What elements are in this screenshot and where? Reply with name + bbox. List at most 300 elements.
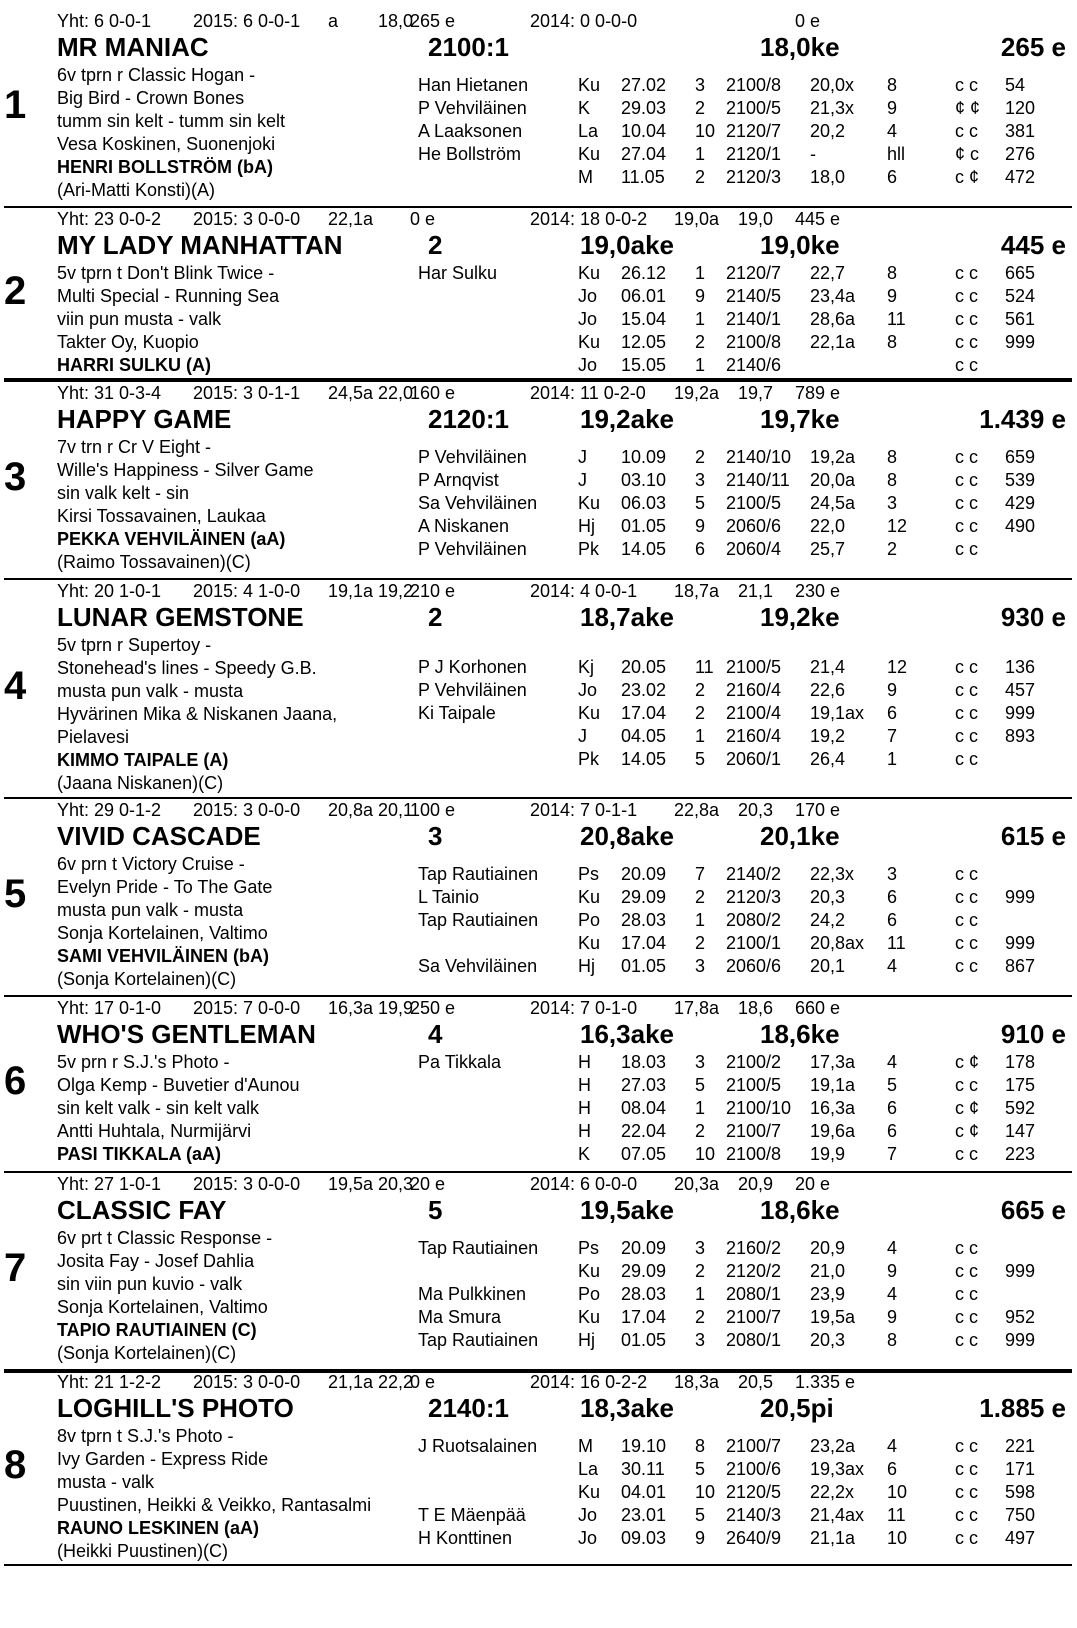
driver-name: P Vehviläinen [418,447,527,467]
finish-position: 1 [695,309,706,329]
finish-position: 5 [695,1505,706,1525]
stats-field: a [328,11,339,31]
km-time: 22,1a [810,332,856,352]
stats-field: 2014: 6 0-0-0 [530,1174,638,1194]
info-line: 7v trn r Cr V Eight - [57,437,212,457]
distance-start: 2100/8 [726,1144,782,1164]
track-code: Kj [578,657,595,677]
record-1: 18,7ake [580,602,674,632]
handicap: 5 [428,1195,443,1225]
prize-money: 750 [1005,1505,1036,1525]
prize-money: 999 [1005,1330,1036,1350]
race-date: 12.05 [621,332,667,352]
stats-field: 19,2a [674,383,720,403]
info-line: sin valk kelt - sin [57,483,190,503]
distance-start: 2140/11 [726,470,790,490]
total-winnings: 930 e [1000,602,1066,632]
shoe-marks: c c [955,749,979,769]
finish-position: 10 [695,1144,716,1164]
race-date: 01.05 [621,1330,667,1350]
km-time: 28,6a [810,309,856,329]
info-line: (Heikki Puustinen)(C) [57,1541,229,1561]
finish-position: 6 [695,539,706,559]
finish-position: 3 [695,956,706,976]
info-line: 6v tprn r Classic Hogan - [57,65,256,85]
distance-start: 2100/7 [726,1307,782,1327]
distance-start: 2060/4 [726,539,782,559]
record-2: 18,6ke [760,1195,840,1225]
stats-field: 20,3 [738,800,774,820]
driver-trainer: PASI TIKKALA (aA) [57,1144,221,1164]
stats-field: 20,3a [674,1174,720,1194]
info-line: (Sonja Kortelainen)(C) [57,969,237,989]
shoe-marks: c c [955,355,979,375]
distance-start: 2120/7 [726,263,782,283]
prize-money: 429 [1005,493,1036,513]
distance-start: 2100/5 [726,493,782,513]
distance-start: 2080/2 [726,910,782,930]
shoe-marks: c c [955,657,979,677]
prize-money: 952 [1005,1307,1036,1327]
stats-field: 100 e [410,800,456,820]
record-1: 19,5ake [580,1195,674,1225]
km-time: 21,0 [810,1261,846,1281]
prize-money: 178 [1005,1052,1036,1072]
stats-field: 2014: 18 0-0-2 [530,209,648,229]
shoe-marks: c c [955,864,979,884]
total-winnings: 665 e [1000,1195,1066,1225]
distance-start: 2100/8 [726,75,782,95]
km-time: 19,1ax [810,703,865,723]
km-time: 23,4a [810,286,856,306]
track-code: La [578,1459,599,1479]
finish-position: 9 [695,1528,706,1548]
finish-position: 3 [695,75,706,95]
shoe-marks: c c [955,1075,979,1095]
info-line: 6v prt t Classic Response - [57,1228,273,1248]
odds: 4 [887,1238,898,1258]
record-2: 18,6ke [760,1019,840,1049]
odds: 12 [887,516,908,536]
driver-trainer: KIMMO TAIPALE (A) [57,750,229,770]
km-time: 22,0 [810,516,846,536]
driver-trainer: HENRI BOLLSTRÖM (bA) [57,157,273,177]
race-date: 15.04 [621,309,667,329]
race-date: 14.05 [621,539,667,559]
finish-position: 2 [695,680,706,700]
prize-money: 221 [1005,1436,1036,1456]
horse-entry [0,1171,1077,1369]
track-code: Ku [578,933,601,953]
driver-name: Tap Rautiainen [418,1238,539,1258]
driver-name: L Tainio [418,887,480,907]
track-code: K [578,1144,591,1164]
race-date: 10.04 [621,121,667,141]
record-2: 19,7ke [760,404,840,434]
stats-field: 2014: 4 0-0-1 [530,581,638,601]
shoe-marks: c ¢ [955,1098,980,1118]
race-date: 08.04 [621,1098,667,1118]
km-time: 19,2 [810,726,846,746]
finish-position: 2 [695,933,706,953]
info-line: Josita Fay - Josef Dahlia [57,1251,255,1271]
shoe-marks: c c [955,1330,979,1350]
record-1: 18,3ake [580,1393,674,1423]
distance-start: 2140/10 [726,447,792,467]
race-date: 26.12 [621,263,667,283]
handicap: 2 [428,230,443,260]
km-time: 24,2 [810,910,846,930]
stats-field: Yht: 17 0-1-0 [57,998,162,1018]
info-line: 6v prn t Victory Cruise - [57,854,245,874]
finish-position: 2 [695,98,706,118]
total-winnings: 910 e [1000,1019,1066,1049]
prize-money: 999 [1005,703,1036,723]
prize-money: 136 [1005,657,1036,677]
stats-field: 0 e [410,209,436,229]
info-line: Hyvärinen Mika & Niskanen Jaana, [57,704,338,724]
stats-field: 250 e [410,998,456,1018]
odds: 8 [887,470,898,490]
km-time: 23,9 [810,1284,846,1304]
distance-start: 2100/5 [726,1075,782,1095]
stats-field: 19,5a [328,1174,374,1194]
distance-start: 2140/5 [726,286,782,306]
odds: 6 [887,1098,898,1118]
prize-money: 497 [1005,1528,1036,1548]
prize-money: 999 [1005,887,1036,907]
horse-name: HAPPY GAME [57,404,232,434]
track-code: M [578,167,593,187]
info-line: (Sonja Kortelainen)(C) [57,1343,237,1363]
odds: 8 [887,1330,898,1350]
stats-field: 20,3 [378,1174,414,1194]
prize-money: 592 [1005,1098,1036,1118]
finish-position: 5 [695,493,706,513]
race-date: 28.03 [621,1284,667,1304]
finish-position: 10 [695,1482,716,1502]
info-line: 5v tprn t Don't Blink Twice - [57,263,275,283]
shoe-marks: c c [955,539,979,559]
km-time: 16,3a [810,1098,856,1118]
horse-entry [0,206,1077,380]
stats-field: 789 e [795,383,841,403]
shoe-marks: c c [955,726,979,746]
shoe-marks: c c [955,1505,979,1525]
finish-position: 3 [695,1330,706,1350]
shoe-marks: c c [955,1238,979,1258]
prize-money: 867 [1005,956,1036,976]
finish-position: 5 [695,749,706,769]
prize-money: 999 [1005,1261,1036,1281]
stats-field: 210 e [410,581,456,601]
shoe-marks: c c [955,1528,979,1548]
distance-start: 2120/2 [726,1261,782,1281]
track-code: Ku [578,263,601,283]
stats-field: 20,8a [328,800,374,820]
prize-money: 171 [1005,1459,1036,1479]
race-date: 18.03 [621,1052,667,1072]
stats-field: 20,9 [738,1174,774,1194]
stats-field: 20,1 [378,800,414,820]
odds: 10 [887,1528,908,1548]
info-line: Kirsi Tossavainen, Laukaa [57,506,266,526]
track-code: Jo [578,1505,598,1525]
stats-field: 230 e [795,581,841,601]
stats-field: 19,1a [328,581,374,601]
race-date: 07.05 [621,1144,667,1164]
odds: 7 [887,1144,898,1164]
distance-start: 2060/6 [726,516,782,536]
odds: 7 [887,726,898,746]
finish-position: 1 [695,910,706,930]
shoe-marks: c c [955,680,979,700]
horse-name: WHO'S GENTLEMAN [57,1019,316,1049]
odds: hll [887,144,906,164]
odds: 6 [887,1121,898,1141]
race-date: 27.04 [621,144,667,164]
finish-position: 2 [695,1261,706,1281]
horse-name: MR MANIAC [57,32,209,62]
odds: 6 [887,887,898,907]
stats-field: 2014: 7 0-1-1 [530,800,638,820]
driver-name: Har Sulku [418,263,498,283]
driver-name: Tap Rautiainen [418,1330,539,1350]
horse-name: LUNAR GEMSTONE [57,602,304,632]
race-date: 01.05 [621,956,667,976]
stats-field: 19,0 [738,209,774,229]
race-date: 29.09 [621,887,667,907]
distance-start: 2100/5 [726,98,782,118]
stats-field: 2014: 7 0-1-0 [530,998,638,1018]
km-time: 19,6a [810,1121,856,1141]
info-line: Wille's Happiness - Silver Game [57,460,314,480]
distance-start: 2140/1 [726,309,782,329]
track-code: Ku [578,1307,601,1327]
start-number: 8 [4,1442,27,1487]
odds: 10 [887,1482,908,1502]
finish-position: 5 [695,1075,706,1095]
stats-field: 2015: 3 0-0-0 [193,800,301,820]
distance-start: 2100/2 [726,1052,782,1072]
km-time: 18,0 [810,167,846,187]
shoe-marks: ¢ ¢ [955,98,981,118]
km-time: 25,7 [810,539,846,559]
race-date: 30.11 [621,1459,665,1479]
stats-field: 2014: 11 0-2-0 [530,383,646,403]
driver-name: Sa Vehviläinen [418,956,538,976]
race-date: 20.09 [621,1238,667,1258]
horse-entry [0,797,1077,995]
race-date: 01.05 [621,516,667,536]
handicap: 2120:1 [428,404,509,434]
info-line: musta pun valk - musta [57,681,244,701]
track-code: Ku [578,703,601,723]
start-number: 2 [4,269,27,313]
stats-field: Yht: 31 0-3-4 [57,383,162,403]
stats-field: 170 e [795,800,841,820]
stats-field: 18,6 [738,998,774,1018]
distance-start: 2140/3 [726,1505,782,1525]
driver-trainer: RAUNO LESKINEN (aA) [57,1518,260,1538]
track-code: Ku [578,332,601,352]
distance-start: 2160/4 [726,680,782,700]
info-line: Antti Huhtala, Nurmijärvi [57,1121,252,1141]
km-time: 22,7 [810,263,846,283]
stats-field: 16,3a [328,998,374,1018]
prize-money: 120 [1005,98,1036,118]
race-date: 15.05 [621,355,667,375]
driver-name: He Bollström [418,144,522,164]
info-line: (Jaana Niskanen)(C) [57,773,224,793]
track-code: La [578,121,599,141]
record-1: 16,3ake [580,1019,674,1049]
prize-money: 472 [1005,167,1036,187]
info-line: (Raimo Tossavainen)(C) [57,552,251,572]
shoe-marks: c c [955,1284,979,1304]
stats-field: 21,1a [328,1372,374,1392]
track-code: Pk [578,539,600,559]
finish-position: 2 [695,1307,706,1327]
total-winnings: 445 e [1000,230,1066,260]
finish-position: 1 [695,1284,706,1304]
info-line: Big Bird - Crown Bones [57,88,245,108]
race-date: 28.03 [621,910,667,930]
distance-start: 2080/1 [726,1330,782,1350]
track-code: K [578,98,591,118]
stats-field: 2015: 7 0-0-0 [193,998,301,1018]
finish-position: 2 [695,167,706,187]
km-time: 24,5a [810,493,856,513]
track-code: J [578,726,587,746]
track-code: Ku [578,493,601,513]
race-date: 19.10 [621,1436,667,1456]
shoe-marks: c c [955,887,979,907]
start-number: 7 [4,1246,27,1290]
record-2: 19,2ke [760,602,840,632]
stats-field: Yht: 21 1-2-2 [57,1372,162,1392]
shoe-marks: c ¢ [955,167,980,187]
info-line: Multi Special - Running Sea [57,286,280,306]
finish-position: 1 [695,726,706,746]
odds: 11 [887,309,906,329]
km-time: 20,0x [810,75,855,95]
prize-money: 524 [1005,286,1036,306]
info-line: Sonja Kortelainen, Valtimo [57,1297,268,1317]
driver-name: Sa Vehviläinen [418,493,538,513]
total-winnings: 615 e [1000,821,1066,851]
stats-field: 160 e [410,383,456,403]
total-winnings: 1.885 e [979,1393,1066,1423]
track-code: M [578,1436,593,1456]
finish-position: 8 [695,1436,706,1456]
finish-position: 2 [695,332,706,352]
distance-start: 2120/3 [726,167,782,187]
shoe-marks: c c [955,1307,979,1327]
prize-money: 999 [1005,933,1036,953]
horse-name: LOGHILL'S PHOTO [57,1393,294,1423]
prize-money: 457 [1005,680,1036,700]
race-date: 27.02 [621,75,667,95]
odds: 8 [887,263,898,283]
driver-trainer: TAPIO RAUTIAINEN (C) [57,1320,257,1340]
info-line: sin viin pun kuvio - valk [57,1274,243,1294]
stats-field: Yht: 23 0-0-2 [57,209,162,229]
entry-separator [4,1564,1072,1566]
odds: 9 [887,286,898,306]
finish-position: 5 [695,1459,706,1479]
start-number: 1 [4,83,27,127]
stats-field: 2014: 16 0-2-2 [530,1372,648,1392]
km-time: 20,1 [810,956,846,976]
handicap: 3 [428,821,443,851]
prize-money: 147 [1005,1121,1036,1141]
km-time: 21,4ax [810,1505,865,1525]
shoe-marks: c c [955,75,979,95]
track-code: J [578,447,587,467]
stats-field: 19,9 [378,998,414,1018]
finish-position: 2 [695,887,706,907]
finish-position: 2 [695,1121,706,1141]
stats-field: 445 e [795,209,841,229]
stats-field: 19,2 [378,581,414,601]
odds: 6 [887,910,898,930]
shoe-marks: c c [955,309,979,329]
shoe-marks: c c [955,956,979,976]
driver-name: P J Korhonen [418,657,527,677]
stats-field: 18,0 [378,11,414,31]
distance-start: 2160/4 [726,726,782,746]
stats-field: 20 e [410,1174,446,1194]
driver-name: A Laaksonen [418,121,523,141]
stats-field: 19,0a [674,209,720,229]
distance-start: 2120/1 [726,144,782,164]
driver-name: Pa Tikkala [418,1052,502,1072]
prize-money: 223 [1005,1144,1036,1164]
km-time: 22,2x [810,1482,855,1502]
distance-start: 2100/7 [726,1121,782,1141]
race-date: 11.05 [621,167,665,187]
horse-entry [0,578,1077,797]
distance-start: 2100/5 [726,657,782,677]
race-date: 20.09 [621,864,667,884]
track-code: Hj [578,1330,595,1350]
race-date: 29.09 [621,1261,667,1281]
finish-position: 2 [695,447,706,467]
driver-name: P Vehviläinen [418,680,527,700]
race-date: 29.03 [621,98,667,118]
finish-position: 9 [695,516,706,536]
race-date: 10.09 [621,447,667,467]
stats-field: 2014: 0 0-0-0 [530,11,638,31]
stats-field: Yht: 20 1-0-1 [57,581,162,601]
stats-field: Yht: 27 1-0-1 [57,1174,162,1194]
stats-field: 20 e [795,1174,831,1194]
race-date: 04.05 [621,726,667,746]
shoe-marks: c c [955,470,979,490]
odds: 3 [887,493,898,513]
odds: 6 [887,167,898,187]
stats-field: 18,3a [674,1372,720,1392]
driver-name: A Niskanen [418,516,510,536]
finish-position: 2 [695,703,706,723]
driver-name: Ma Smura [418,1307,502,1327]
km-time: 20,3 [810,887,846,907]
stats-field: 22,8a [674,800,720,820]
prize-money: 539 [1005,470,1036,490]
info-line: Stonehead's lines - Speedy G.B. [57,658,317,678]
shoe-marks: c c [955,703,979,723]
